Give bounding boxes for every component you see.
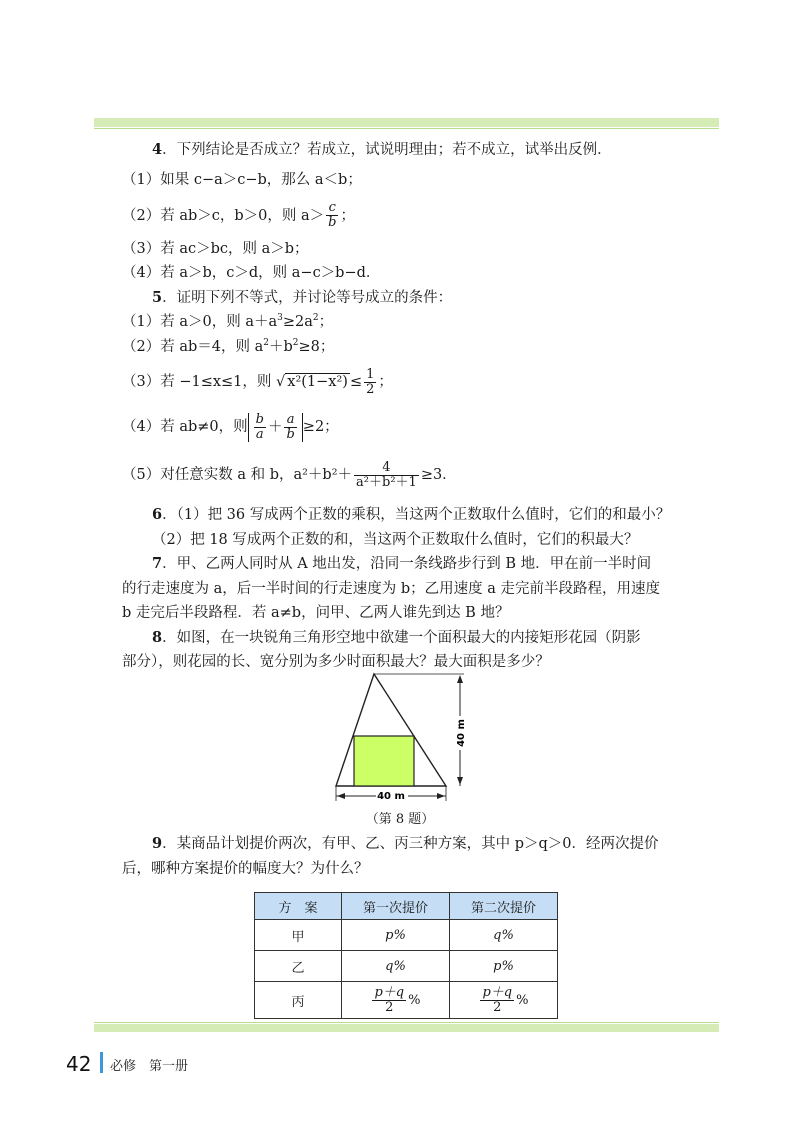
problem-8-text-1: ．如图，在一块锐角三角形空地中欲建一个面积最大的内接矩形花园（阴影 [162,629,641,646]
problem-7-line-1 [122,552,710,577]
problem-7-text-1: ．甲、乙两人同时从 A 地出发，沿同一条线路步行到 B 地．甲在前一半时间 [162,556,652,572]
fraction-c-over-b [326,201,338,230]
table-cell: q% [342,951,450,982]
exercise-content [122,138,710,675]
p5-i3-mid: ≤ [349,374,363,390]
square-root-radicand: x²(1−x²) [287,374,348,390]
p5-i1-pre: （1）若 a＞0，则 a＋a [122,314,278,330]
problem-5-item-1 [122,310,710,335]
table-header-cell: 方 案 [255,893,342,920]
height-arrow-top [457,675,463,683]
fraction-numerator: p＋q [482,984,513,1000]
p5-i1-mid: ≥2a [282,314,313,330]
table-row [255,951,558,982]
table-cell: q% [450,920,558,951]
fraction-denominator: b [328,215,337,230]
p5-i4-pre: （4）若 ab≠0，则 [122,419,248,435]
problem-5-stem [122,286,710,311]
table-cell [450,982,558,1019]
problem-8-line-2: 部分），则花园的长、宽分别为多少时面积最大？最大面积是多少？ [122,654,550,670]
fraction-p-plus-q-over-2 [480,986,514,1015]
garden-rectangle [354,736,414,786]
fraction-4-over-sum [354,461,419,490]
fraction-a-over-b [284,413,296,442]
fraction-denominator: 2 [366,381,375,397]
problem-8-line-1 [122,626,710,651]
page-marker-bar [100,1052,103,1073]
triangle-garden-figure [330,668,480,808]
problem-5-number: 5 [152,288,163,306]
problem-6-number: 6 [152,506,163,523]
fraction-denominator: a [255,426,264,442]
book-title: 必修 第一册 [110,1059,189,1074]
problem-5-item-3 [122,363,710,401]
table-cell: p% [342,920,450,951]
page-number: 42 [66,1052,92,1076]
problem-4-stem [122,138,710,163]
problem-4-item-2-pre: （2）若 ab＞c，b＞0，则 a＞ [122,207,325,224]
problem-4-item-3: （3）若 ac＞bc，则 a＞b； [122,240,309,257]
table-cell: p% [450,951,558,982]
problem-5-item-5 [122,455,710,495]
height-arrow-bottom [457,777,463,785]
fraction-p-plus-q-over-2 [372,986,406,1015]
problem-6-line-2: （2）把 18 写成两个正数的和，当这两个正数取什么值时，它们的积最大？ [152,531,639,548]
problem-8-number: 8 [152,628,163,646]
problem-4-item-2 [122,197,710,235]
p5-i5-pre: （5）对任意实数 a 和 b，a²＋b²＋ [122,467,353,483]
table-row [255,982,558,1019]
problem-6-text-1: ．（1）把 36 写成两个正数的乘积，当这两个正数取什么值时，它们的和最小？ [162,507,671,523]
fraction-numerator: b [255,411,264,427]
table-cell [342,982,450,1019]
problem-4-number: 4 [152,141,163,158]
table-cell: 丙 [255,982,342,1019]
p5-i5-post: ≥3． [420,467,457,483]
base-arrow-left [337,793,345,799]
p5-i1-post: ； [318,314,334,330]
fraction-numerator: p＋q [374,984,405,1000]
problem-7-number: 7 [152,555,163,572]
fraction-numerator: a [284,413,296,428]
p5-i2-exp1: 2 [263,337,269,348]
p5-i3-post: ； [378,374,393,390]
problem-5-text: ．证明下列不等式，并讨论等号成立的条件： [162,289,453,306]
problem-6-line-1 [122,503,710,528]
p5-i1-exp: 3 [277,313,283,323]
problem-9-line-2: 后，哪种方案提价的幅度大？为什么？ [122,860,369,877]
bottom-band [94,1024,719,1032]
problem-9-line-1 [122,832,710,857]
percent-sign: % [516,992,529,1008]
plus-sign: ＋ [267,419,283,435]
p5-i2-post: ≥8； [298,338,335,355]
p5-i1-exp2: 2 [312,313,319,323]
problem-5-item-2 [122,335,710,360]
table-header-cell: 第二次提价 [450,893,558,920]
figure-caption: （第 8 题） [365,812,435,827]
table-header-row [255,893,558,920]
base-arrow-right [437,793,445,799]
p5-i2-mid: ＋b [268,338,293,355]
table-header-cell: 第一次提价 [342,893,450,920]
fraction-numerator: 1 [366,366,375,382]
problem-9-text-1: ．某商品计划提价两次，有甲、乙、丙三种方案，其中 p＞q＞0．经两次提价 [162,836,659,852]
p5-i3-pre: （3）若 −1≤x≤1，则 √ [122,374,286,390]
fraction-numerator: 4 [354,461,419,476]
table-cell: 乙 [255,951,342,982]
absolute-value [248,413,303,442]
problem-9-block [122,832,710,881]
p5-i2-pre: （2）若 ab＝4，则 a [122,338,264,355]
problem-4-item-4: （4）若 a＞b，c＞d，则 a−c＞b−d． [122,265,381,281]
base-label: 40 m [377,791,405,802]
height-label: 40 m [456,719,467,747]
price-plan-table [254,892,558,1019]
fraction-denominator: 2 [385,999,394,1015]
problem-5-item-4 [122,407,710,447]
problem-4-item-1: （1）如果 c−a＞c−b，那么 a＜b； [122,171,362,188]
problem-4-text: ．下列结论是否成立？若成立，试说明理由；若不成立，试举出反例． [162,142,612,158]
fraction-numerator: c [326,201,338,216]
problem-4-item-2-post: ； [340,207,355,224]
fraction-b-over-a [254,413,266,442]
fraction-denominator: 2 [493,999,502,1015]
p5-i4-post: ≥2； [302,419,339,435]
problem-7-line-2: 的行走速度为 a，后一半时间的行走速度为 b；乙用速度 a 走完前半段路程，用速度 [122,580,661,597]
fraction-one-half [364,368,376,397]
fraction-denominator: b [286,426,295,442]
problem-7-line-3: b 走完后半段路程．若 a≠b，问甲、乙两人谁先到达 B 地？ [122,605,510,621]
fraction-denominator: a²＋b²＋1 [356,474,417,490]
problem-9-number: 9 [152,835,163,852]
table-row [255,920,558,951]
top-band [94,118,719,127]
p5-i2-exp2: 2 [292,337,299,348]
table-cell: 甲 [255,920,342,951]
percent-sign: % [408,992,421,1008]
